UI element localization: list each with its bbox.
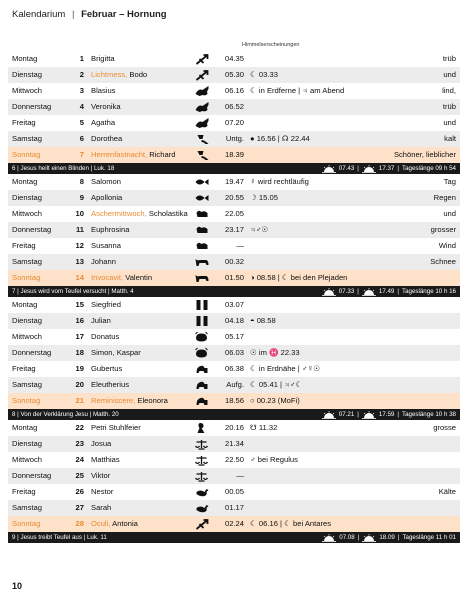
celestial-event: ● 16.56 | ☊ 22.44: [250, 134, 310, 143]
sunrise-time: 07.08: [339, 534, 355, 541]
sunset-time: 18.09: [379, 534, 395, 541]
celestial-event: ☾ 05.41 | ♃♂☾: [250, 380, 303, 389]
sunrise-time: 07.21: [338, 411, 355, 418]
saint-name: [91, 452, 120, 468]
weather-text: lind,: [442, 86, 456, 95]
moon-time: 06.38: [224, 364, 244, 373]
day-row: [8, 190, 460, 206]
moon-time: 00.32: [224, 257, 244, 266]
name-text: Petri Stuhlfeier: [91, 423, 141, 432]
sagittarius-icon: [194, 53, 210, 65]
sunrise-icon: [322, 165, 336, 173]
day-row: [8, 297, 460, 313]
moon-time: 05.17: [224, 332, 244, 341]
capricorn-icon: [194, 117, 210, 129]
sun-info: [322, 532, 456, 543]
aries-icon: [194, 240, 210, 252]
name-text: Julian: [91, 316, 111, 325]
feast-name: Invocavit,: [91, 273, 124, 282]
day-row: [8, 99, 460, 115]
celestial-event: ☾ 06.16 | ☾ bei Antares: [250, 519, 332, 528]
day-number: 19: [75, 364, 84, 373]
himmel-label: Himmelserscheinungen: [242, 42, 300, 48]
day-row: [8, 174, 460, 190]
day-number: 8: [79, 177, 84, 186]
celestial-event: ◓ 08.58: [250, 316, 276, 325]
saint-name: [91, 99, 121, 115]
weekday: Dienstag: [12, 316, 42, 325]
weekday: Sonntag: [12, 396, 41, 405]
day-row: [8, 500, 460, 516]
moon-time: 07.20: [224, 118, 244, 127]
weekday: Donnerstag: [12, 225, 52, 234]
leo-icon: [194, 363, 210, 375]
sunset-time: 17.59: [378, 411, 395, 418]
saint-name: [91, 377, 129, 393]
day-number: 28: [75, 519, 84, 528]
feast-name: Oculi,: [91, 519, 111, 528]
saint-name: [91, 345, 141, 361]
sunset-icon: [362, 288, 376, 296]
day-row: [8, 254, 460, 270]
name-text: Matthias: [91, 455, 120, 464]
gemini-icon: [194, 299, 210, 311]
capricorn-icon: [194, 101, 210, 113]
weekday: Mittwoch: [12, 209, 42, 218]
name-text: Veronika: [91, 102, 121, 111]
pisces-icon: [194, 176, 210, 188]
day-number: 6: [79, 134, 84, 143]
saint-name: [91, 500, 111, 516]
saint-name: [91, 51, 115, 67]
weekday: Freitag: [12, 364, 36, 373]
name-text: Apollonia: [91, 193, 123, 202]
day-row: [8, 516, 460, 532]
weather-text: Schöner, lieblicher: [393, 150, 456, 159]
virgo-icon: [194, 422, 210, 434]
weekday: Sonntag: [12, 273, 41, 282]
moon-time: 02.24: [224, 519, 244, 528]
weekday: Mittwoch: [12, 455, 42, 464]
moon-time: 20.55: [224, 193, 244, 202]
capricorn-icon: [194, 85, 210, 97]
moon-time: 23.17: [224, 225, 244, 234]
day-row: [8, 361, 460, 377]
day-number: 23: [75, 439, 84, 448]
day-row: [8, 484, 460, 500]
weekday: Donnerstag: [12, 471, 52, 480]
celestial-event: ☾ in Erdferne | ♃ am Abend: [250, 86, 345, 95]
divider: |: [397, 411, 399, 418]
name-text: Donatus: [91, 332, 120, 341]
weather-text: Tag: [443, 177, 456, 186]
name-text: Josua: [91, 439, 112, 448]
pisces-icon: [194, 192, 210, 204]
celestial-event: ☋ 11.32: [250, 423, 278, 432]
day-row: [8, 436, 460, 452]
name-text: Simon, Kaspar: [91, 348, 141, 357]
name-text: Susanna: [91, 241, 121, 250]
day-number: 18: [75, 348, 84, 357]
libra-icon: [194, 454, 210, 466]
calendar-table: [8, 51, 460, 543]
week-bar: [8, 286, 460, 297]
name-text: Brigitta: [91, 54, 115, 63]
saint-name: [91, 436, 111, 452]
name-text: Sarah: [91, 503, 112, 512]
weekday: Donnerstag: [12, 348, 52, 357]
aries-icon: [194, 208, 210, 220]
moon-time: 05.30: [224, 70, 244, 79]
day-number: 25: [75, 471, 84, 480]
weekday: Freitag: [12, 487, 36, 496]
weekday: Mittwoch: [12, 332, 42, 341]
weekday: Dienstag: [12, 193, 42, 202]
day-length: Tageslänge 10 h 16: [401, 288, 456, 295]
header-right: Februar – Hornung: [81, 9, 167, 20]
weather-text: grosse: [433, 423, 456, 432]
day-number: 21: [75, 396, 84, 405]
week-bar: [8, 532, 460, 543]
day-row: [8, 270, 460, 286]
weekday: Montag: [12, 177, 38, 186]
saint-name: [91, 516, 138, 532]
cancer-icon: [194, 347, 210, 359]
day-number: 7: [79, 150, 84, 159]
week-bar: [8, 163, 460, 174]
saint-name: [91, 484, 113, 500]
sunrise-time: 07.33: [338, 288, 355, 295]
day-row: [8, 452, 460, 468]
aquarius-icon: [194, 133, 210, 145]
name-text: Richard: [147, 150, 176, 159]
day-number: 14: [75, 273, 84, 282]
header-left: Kalendarium: [12, 9, 66, 20]
sunset-icon: [362, 165, 376, 173]
weekday: Samstag: [12, 257, 42, 266]
day-number: 27: [75, 503, 84, 512]
weekday: Montag: [12, 423, 38, 432]
divider: |: [357, 165, 359, 172]
name-text: Blasius: [91, 86, 116, 95]
libra-icon: [194, 438, 210, 450]
day-number: 22: [75, 423, 84, 432]
day-row: [8, 377, 460, 393]
leo-icon: [194, 395, 210, 407]
day-row: [8, 238, 460, 254]
weekday: Samstag: [12, 380, 42, 389]
gemini-icon: [194, 315, 210, 327]
libra-icon: [194, 470, 210, 482]
cancer-icon: [194, 331, 210, 343]
weekday: Donnerstag: [12, 102, 52, 111]
week-gospel: 8 | Von der Verklärung Jesu | Matth. 20: [12, 411, 119, 418]
weekday: Montag: [12, 54, 38, 63]
weekday: Samstag: [12, 134, 42, 143]
taurus-icon: [194, 256, 210, 268]
day-row: [8, 393, 460, 409]
saint-name: [91, 270, 152, 286]
saint-name: [91, 83, 115, 99]
weekday: Freitag: [12, 118, 36, 127]
feast-name: Aschermittwoch,: [91, 209, 147, 218]
weather-text: kalt: [444, 134, 456, 143]
day-length: Tageslänge 09 h 54: [401, 165, 456, 172]
name-text: Eleonora: [135, 396, 168, 405]
weather-text: trüb: [442, 54, 456, 63]
week-gospel: 7 | Jesus wird vom Teufel versucht | Matth. 4: [12, 288, 134, 295]
name-text: Gubertus: [91, 364, 123, 373]
sunrise-icon: [322, 411, 336, 419]
page-header: [12, 9, 167, 20]
day-number: 5: [79, 118, 84, 127]
weekday: Montag: [12, 300, 38, 309]
day-row: [8, 345, 460, 361]
divider: |: [357, 411, 359, 418]
moon-time: 01.17: [224, 503, 244, 512]
celestial-event: ☽ 15.05: [250, 193, 278, 202]
sunrise-icon: [322, 288, 336, 296]
feast-name: Reminiscere,: [91, 396, 136, 405]
sunrise-time: 07.43: [338, 165, 355, 172]
day-length: Tageslänge 11 h 01: [402, 534, 456, 541]
day-number: 13: [75, 257, 84, 266]
weather-text: und: [443, 70, 456, 79]
moon-time: 01.50: [224, 273, 244, 282]
name-text: Bodo: [127, 70, 148, 79]
sun-info: [322, 409, 456, 420]
celestial-event: ☉ im ♓ 22.33: [250, 348, 300, 357]
feast-name: Lichtmess,: [91, 70, 128, 79]
day-number: 3: [79, 86, 84, 95]
moon-time: Untg.: [225, 134, 244, 143]
saint-name: [91, 174, 121, 190]
day-number: 15: [75, 300, 84, 309]
saint-name: [91, 313, 111, 329]
moon-time: 04.18: [224, 316, 244, 325]
header-separator: |: [71, 9, 75, 20]
saint-name: [91, 131, 122, 147]
weekday: Samstag: [12, 503, 42, 512]
weather-text: trüb: [442, 102, 456, 111]
divider: |: [357, 534, 360, 541]
day-row: [8, 468, 460, 484]
weather-text: Wind: [438, 241, 456, 250]
saint-name: [91, 238, 121, 254]
weather-text: grosser: [430, 225, 456, 234]
day-row: [8, 206, 460, 222]
celestial-event: ○ 00.23 (MoFi): [250, 396, 300, 405]
moon-time: 22.50: [224, 455, 244, 464]
aries-icon: [194, 224, 210, 236]
weather-text: Regen: [433, 193, 456, 202]
name-text: Agatha: [91, 118, 116, 127]
name-text: Antonia: [110, 519, 138, 528]
day-number: 1: [79, 54, 84, 63]
feast-name: Herrenfastnacht,: [91, 150, 148, 159]
moon-time: 22.05: [224, 209, 244, 218]
name-text: Nestor: [91, 487, 114, 496]
celestial-event: ☾ 03.33: [250, 70, 278, 79]
day-row: [8, 222, 460, 238]
day-number: 24: [75, 455, 84, 464]
name-text: Viktor: [91, 471, 111, 480]
sagittarius-icon: [194, 69, 210, 81]
name-text: Scholastika: [146, 209, 188, 218]
saint-name: [91, 67, 147, 83]
celestial-event: ♂ bei Regulus: [250, 455, 298, 464]
name-text: Euphrosina: [91, 225, 130, 234]
saint-name: [91, 297, 121, 313]
day-row: [8, 83, 460, 99]
day-row: [8, 67, 460, 83]
day-row: [8, 51, 460, 67]
celestial-event: ☿ wird rechtläufig: [250, 177, 309, 186]
week-bar: [8, 409, 460, 420]
weather-text: Kälte: [438, 487, 456, 496]
day-number: 16: [75, 316, 84, 325]
saint-name: [91, 468, 110, 484]
day-number: 4: [79, 102, 84, 111]
sunset-icon: [362, 534, 376, 542]
saint-name: [91, 190, 122, 206]
week-gospel: 6 | Jesus heilt einen Blinden | Luk. 18: [12, 165, 115, 172]
saint-name: [91, 222, 129, 238]
moon-time: —: [236, 241, 244, 250]
scorpio-icon: [194, 502, 210, 514]
day-row: [8, 115, 460, 131]
sun-info: [322, 163, 456, 174]
sagittarius-icon: [194, 518, 210, 530]
moon-time: 18.39: [224, 150, 244, 159]
moon-time: 06.16: [224, 86, 244, 95]
celestial-event: ☾ in Erdnähe | ♂☿☉: [250, 364, 321, 373]
weekday: Mittwoch: [12, 86, 42, 95]
weekday: Sonntag: [12, 150, 41, 159]
day-row: [8, 131, 460, 147]
saint-name: [91, 115, 115, 131]
day-number: 17: [75, 332, 84, 341]
taurus-icon: [194, 272, 210, 284]
name-text: Johann: [91, 257, 116, 266]
page-number: 10: [12, 581, 23, 591]
weather-text: und: [443, 209, 456, 218]
celestial-event: ◑ 08.58 | ☾ bei den Plejaden: [250, 273, 348, 282]
name-text: Siegfried: [91, 300, 121, 309]
saint-name: [91, 254, 116, 270]
saint-name: [91, 329, 119, 345]
moon-time: 21.34: [224, 439, 244, 448]
day-row: [8, 329, 460, 345]
weekday: Dienstag: [12, 439, 42, 448]
day-row: [8, 420, 460, 436]
divider: |: [397, 288, 399, 295]
weather-text: Schnee: [430, 257, 456, 266]
weather-text: und: [443, 118, 456, 127]
moon-time: 20.16: [224, 423, 244, 432]
day-row: [8, 313, 460, 329]
saint-name: [91, 361, 122, 377]
divider: |: [357, 288, 359, 295]
divider: |: [397, 534, 400, 541]
sunset-time: 17.49: [378, 288, 395, 295]
moon-time: 19.47: [224, 177, 244, 186]
day-number: 9: [79, 193, 84, 202]
day-row: [8, 147, 460, 163]
weekday: Dienstag: [12, 70, 42, 79]
sunrise-icon: [322, 534, 336, 542]
saint-name: [91, 206, 188, 222]
day-length: Tageslänge 10 h 38: [401, 411, 456, 418]
day-number: 11: [75, 225, 84, 234]
name-text: Dorothea: [91, 134, 123, 143]
leo-icon: [194, 379, 210, 391]
day-number: 12: [75, 241, 84, 250]
name-text: Valentin: [123, 273, 153, 282]
moon-time: 06.03: [224, 348, 244, 357]
moon-time: 06.52: [224, 102, 244, 111]
moon-time: 03.07: [224, 300, 244, 309]
saint-name: [91, 147, 175, 163]
moon-time: —: [236, 471, 244, 480]
celestial-event: ♃♂☉: [250, 225, 269, 234]
moon-time: 04.35: [224, 54, 244, 63]
day-number: 26: [75, 487, 84, 496]
sunset-time: 17.37: [378, 165, 395, 172]
name-text: Salomon: [91, 177, 121, 186]
day-number: 10: [75, 209, 84, 218]
moon-time: 18.56: [224, 396, 244, 405]
aquarius-icon: [194, 149, 210, 161]
weekday: Sonntag: [12, 519, 41, 528]
sun-info: [322, 286, 456, 297]
day-number: 20: [75, 380, 84, 389]
week-gospel: 9 | Jesus treibt Teufel aus | Luk. 11: [12, 534, 107, 541]
saint-name: [91, 420, 141, 436]
sunset-icon: [362, 411, 376, 419]
moon-time: Aufg.: [226, 380, 244, 389]
day-number: 2: [79, 70, 84, 79]
name-text: Eleutherius: [91, 380, 129, 389]
divider: |: [397, 165, 399, 172]
saint-name: [91, 393, 168, 409]
weekday: Freitag: [12, 241, 36, 250]
scorpio-icon: [194, 486, 210, 498]
moon-time: 00.05: [224, 487, 244, 496]
